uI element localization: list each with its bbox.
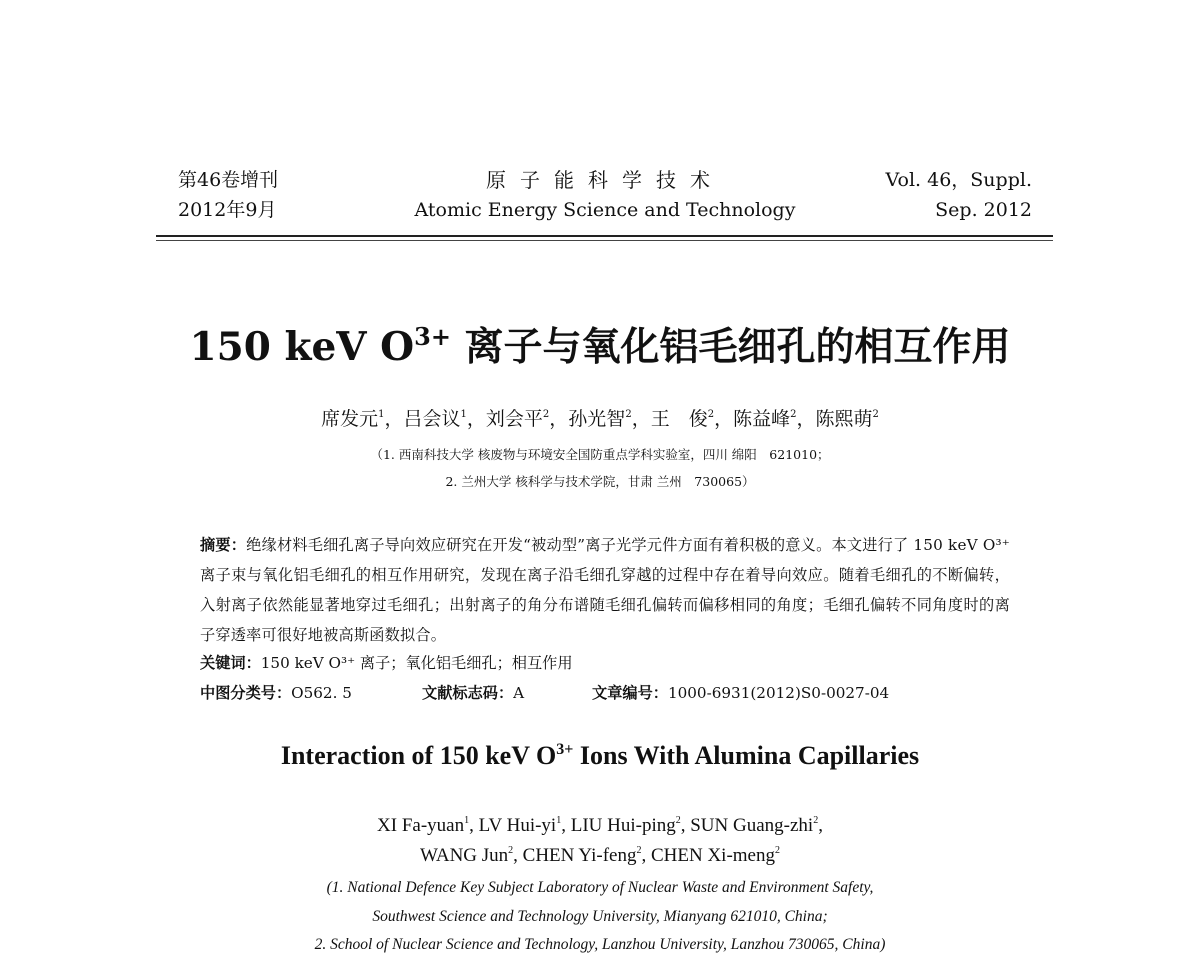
author-affil-mark: 2 [790, 409, 797, 420]
doc-code-label: 文献标志码： [422, 684, 514, 702]
header-rule-thin [156, 240, 1053, 241]
author-cn: 陈熙萌 [815, 408, 873, 430]
clc-label: 中图分类号： [200, 684, 292, 702]
journal-issue-info [178, 165, 278, 225]
en-title-charge: 3+ [556, 741, 574, 758]
abstract-label: 摘要： [200, 536, 247, 554]
author-affil-mark: 1 [464, 815, 470, 826]
paper-title-en [0, 741, 1200, 771]
author-affil-mark: 2 [625, 409, 632, 420]
author-cn: 吕会议 [403, 408, 461, 430]
journal-name [390, 165, 820, 225]
clc-number [200, 680, 422, 706]
paper-title-cn [0, 316, 1200, 372]
title-charge: 3+ [414, 322, 451, 351]
author-en: WANG Jun [420, 845, 509, 866]
header-rule-thick [156, 235, 1053, 237]
author-affil-mark: 2 [707, 409, 715, 420]
author-en: XI Fa-yuan [377, 815, 465, 836]
author-affil-mark: 2 [774, 845, 780, 856]
en-title-prefix: Interaction of 150 keV O [280, 741, 557, 770]
classification-info [200, 680, 1010, 706]
affiliation-cn-1: （1. 西南科技大学 核废物与环境安全国防重点学科实验室，四川 绵阳 621010； [370, 447, 830, 462]
journal-name-cn: 原子能科学技术 [486, 168, 724, 192]
author-list-cn: 席发元$^1$，吕会议$^1$，刘会平$^2$，孙光智$^2$，王 俊$^2$，陈益峰$^2$，陈熙萌$^2$ [321, 408, 879, 430]
date-cn: 2012年9月 [178, 199, 277, 221]
author-affil-mark: 1 [460, 409, 467, 420]
author-cn: 席发元 [321, 408, 379, 430]
author-cn: 孙光智 [568, 408, 626, 430]
author-list-en-line1: XI Fa-yuan$^1$, LV Hui-$yi^1$, LIU Hui-ping$^2$, SUN Guang-zhi$^2$, [377, 815, 823, 836]
article-number [592, 680, 889, 706]
date-en: Sep. 2012 [935, 199, 1032, 221]
author-en: CHEN Xi-meng [650, 845, 775, 866]
journal-name-en: Atomic Energy Science and Technology [414, 199, 796, 221]
author-affil-mark: 2 [542, 409, 550, 420]
doc-code-value: A [513, 684, 525, 702]
keywords-cn [200, 650, 573, 676]
affiliation-en-2: Southwest Science and Technology University, Mianyang 621010, China; [372, 908, 828, 925]
author-affil-mark: 2 [675, 815, 681, 826]
author-cn: 刘会平 [485, 408, 543, 430]
article-number-label: 文章编号： [592, 684, 668, 702]
article-number-value: 1000-6931(2012)S0-0027-04 [667, 684, 890, 702]
author-affil-mark: 1 [378, 409, 385, 420]
abstract-text: 绝缘材料毛细孔离子导向效应研究在开发“被动型”离子光学元件方面有着积极的意义。本文进行了 150 keV O³⁺ 离子束与氧化铝毛细孔的相互作用研究，发现在离子沿毛细孔穿越的过程中存在着导向效应。随着毛细孔的不断偏转，入射离子依然能显著地穿过毛细孔；出射离子的角分布谱随毛细孔偏转而偏移相同的角度；毛细孔偏转不同角度时的离子穿透率可很好地被高斯函数拟合。 [200, 536, 1010, 644]
keywords-label: 关键词： [200, 654, 261, 672]
author-affil-mark: 1 [556, 815, 562, 826]
affiliation-en-3: 2. School of Nuclear Science and Technology, Lanzhou University, Lanzhou 730065, China) [314, 936, 886, 953]
journal-volume-info [886, 165, 1032, 225]
clc-value: O562. 5 [291, 684, 352, 702]
document-code [422, 680, 592, 706]
author-list-en-line2: WANG Jun$^2$, CHEN Yi-feng$^2$, CHEN Xi-meng$^2$ [420, 845, 780, 866]
author-cn: 王 俊 [650, 408, 708, 430]
volume-en: Vol. 46，Suppl. [885, 169, 1032, 191]
author-en: CHEN Yi-feng [522, 845, 637, 866]
volume-issue-cn: 第46卷增刊 [178, 169, 279, 191]
abstract-cn [200, 530, 1010, 650]
en-title-suffix: Ions With Alumina Capillaries [573, 741, 920, 770]
keywords-text: 150 keV O³⁺ 离子；氧化铝毛细孔；相互作用 [260, 654, 573, 672]
author-affil-mark: 2 [872, 409, 879, 420]
author-en: LV Hui-yi [478, 815, 557, 836]
author-affil-mark: 2 [636, 845, 642, 856]
author-en: SUN Guang-zhi [690, 815, 814, 836]
title-suffix: 离子与氧化铝毛细孔的相互作用 [450, 324, 1011, 370]
affiliation-en-1: (1. National Defence Key Subject Laboratory of Nuclear Waste and Environment Safety, [326, 879, 874, 896]
title-prefix: 150 keV O [189, 324, 415, 370]
author-affil-mark: 2 [813, 815, 819, 826]
author-cn: 陈益峰 [733, 408, 791, 430]
affiliation-cn-2: 2. 兰州大学 核科学与技术学院，甘肃 兰州 730065） [445, 474, 755, 489]
author-en: LIU Hui-ping [570, 815, 676, 836]
author-affil-mark: 2 [508, 845, 514, 856]
